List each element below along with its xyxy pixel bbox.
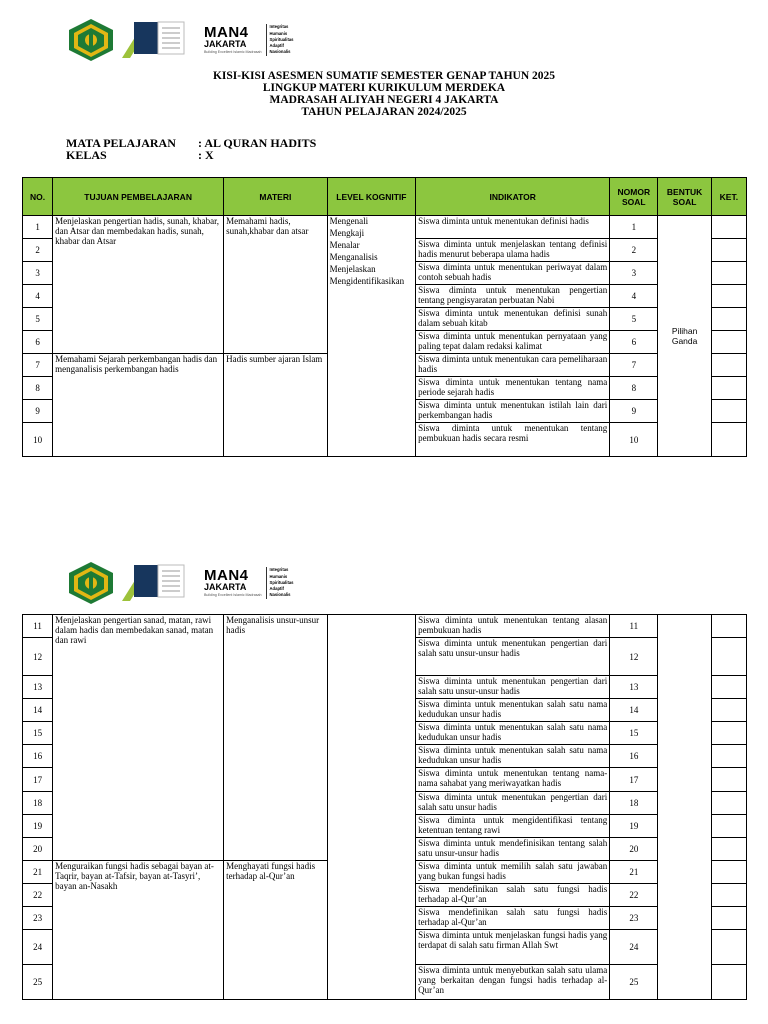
row-no: 17	[23, 768, 53, 792]
row-no: 13	[23, 676, 53, 699]
tujuan-cell: Menjelaskan pengertian hadis, sunah, khabar, dan Atsar dan membedakan hadis, sunah, khabar dan Atsar	[53, 216, 224, 354]
ket-cell	[711, 838, 746, 861]
nomor-cell: 9	[610, 400, 658, 423]
nomor-cell: 13	[610, 676, 658, 699]
ket-cell	[711, 331, 746, 354]
level-item: Mengkaji	[329, 228, 365, 238]
indikator-cell: Siswa diminta untuk menjelaskan tentang definisi hadis menurut beberapa ulama hadis	[416, 239, 610, 262]
col-header-materi: MATERI	[224, 178, 328, 216]
value-item: Adaptif	[269, 43, 284, 49]
indikator-cell: Siswa diminta untuk menentukan pengertian dari salah satu unsur-unsur hadis	[416, 676, 610, 699]
row-no: 4	[23, 285, 53, 308]
kelas-value: : X	[198, 148, 214, 162]
row-no: 15	[23, 722, 53, 745]
man4-values-list	[266, 24, 294, 55]
title-line: KISI-KISI ASESMEN SUMATIF SEMESTER GENAP TAHUN 2025	[212, 70, 556, 82]
row-no: 1	[23, 216, 53, 239]
header-logos-page-2	[66, 561, 294, 605]
row-no: 3	[23, 262, 53, 285]
row-no: 9	[23, 400, 53, 423]
indikator-cell: Siswa diminta untuk menentukan periwayat dalam contoh sebuah hadis	[416, 262, 610, 285]
bentuk-cell	[658, 615, 711, 1000]
indikator-cell: Siswa diminta untuk menentukan definisi sunah dalam sebuah kitab	[416, 308, 610, 331]
row-no: 25	[23, 965, 53, 1000]
row-no: 24	[23, 930, 53, 965]
value-item: Spiritualitas	[269, 36, 294, 42]
nomor-cell: 5	[610, 308, 658, 331]
ket-cell	[711, 638, 746, 676]
indikator-cell: Siswa diminta untuk menentukan istilah lain dari perkembangan hadis	[416, 400, 610, 423]
value-item: Humanis	[269, 30, 288, 36]
nomor-cell: 23	[610, 907, 658, 930]
tujuan-cell: Memahami Sejarah perkembangan hadis dan menganalisis perkembangan hadis	[53, 354, 224, 457]
table-header-row	[23, 178, 747, 216]
level-item: Menalar	[329, 240, 360, 250]
indikator-cell: Siswa diminta untuk menentukan pernyataan yang paling tepat dalam redaksi kalimat	[416, 331, 610, 354]
ket-cell	[711, 676, 746, 699]
materi-cell: Menghayati fungsi hadis terhadap al-Qur’an	[224, 861, 328, 1000]
row-no: 12	[23, 638, 53, 676]
level-item: Menjelaskan	[329, 264, 376, 274]
subject-info	[66, 137, 316, 161]
row-no: 11	[23, 615, 53, 638]
ket-cell	[711, 768, 746, 792]
man4-values-list	[266, 567, 294, 598]
ket-cell	[711, 216, 746, 239]
nomor-cell: 22	[610, 884, 658, 907]
table-row	[23, 216, 747, 239]
indikator-cell: Siswa diminta untuk menentukan pengertian dari salah satu unsur-unsur hadis	[416, 638, 610, 676]
nomor-cell: 16	[610, 745, 658, 768]
kemenag-logo-icon	[66, 561, 116, 605]
man4-logo-sub: JAKARTA	[204, 582, 247, 593]
book-logo-icon	[120, 561, 186, 605]
materi-cell: Menganalisis unsur-unsur hadis	[224, 615, 328, 861]
ket-cell	[711, 792, 746, 815]
document-title	[0, 70, 768, 118]
man4-logo-main: MAN4	[204, 24, 249, 42]
row-no: 14	[23, 699, 53, 722]
row-no: 21	[23, 861, 53, 884]
ket-cell	[711, 815, 746, 838]
nomor-cell: 11	[610, 615, 658, 638]
indikator-cell: Siswa diminta untuk menentukan salah satu nama kedudukan unsur hadis	[416, 722, 610, 745]
row-no: 7	[23, 354, 53, 377]
col-header-level: LEVEL KOGNITIF	[327, 178, 415, 216]
indikator-cell: Siswa diminta untuk menentukan tentang nama periode sejarah hadis	[416, 377, 610, 400]
row-no: 22	[23, 884, 53, 907]
nomor-cell: 24	[610, 930, 658, 965]
title-line: LINGKUP MATERI KURIKULUM MERDEKA	[262, 82, 506, 94]
ket-cell	[711, 907, 746, 930]
row-no: 20	[23, 838, 53, 861]
indikator-cell: Siswa diminta untuk menentukan tentang pembukuan hadis secara resmi	[416, 423, 610, 457]
ket-cell	[711, 285, 746, 308]
value-item: Humanis	[269, 573, 288, 579]
table-row	[23, 615, 747, 638]
indikator-cell: Siswa diminta untuk menentukan salah satu nama kedudukan unsur hadis	[416, 745, 610, 768]
man4-logo-sub: JAKARTA	[204, 39, 247, 50]
nomor-cell: 10	[610, 423, 658, 457]
col-header-indikator: INDIKATOR	[416, 178, 610, 216]
row-no: 2	[23, 239, 53, 262]
ket-cell	[711, 930, 746, 965]
bentuk-cell: Pilihan Ganda	[658, 216, 711, 457]
book-logo-icon	[120, 18, 186, 62]
ket-cell	[711, 884, 746, 907]
nomor-cell: 8	[610, 377, 658, 400]
nomor-cell: 3	[610, 262, 658, 285]
value-item: Nasionalis	[269, 592, 291, 598]
value-item: Spiritualitas	[269, 579, 294, 585]
indikator-cell: Siswa diminta untuk menentukan cara pemeliharaan hadis	[416, 354, 610, 377]
row-no: 18	[23, 792, 53, 815]
man4-logo-main: MAN4	[204, 567, 249, 585]
title-line: TAHUN PELAJARAN 2024/2025	[301, 106, 467, 118]
ket-cell	[711, 965, 746, 1000]
indikator-cell: Siswa diminta untuk menentukan tentang alasan pembukuan hadis	[416, 615, 610, 638]
indikator-cell: Siswa diminta untuk menentukan tentang nama-nama sahabat yang meriwayatkan hadis	[416, 768, 610, 792]
ket-cell	[711, 262, 746, 285]
nomor-cell: 20	[610, 838, 658, 861]
col-header-tujuan: TUJUAN PEMBELAJARAN	[53, 178, 224, 216]
row-no: 19	[23, 815, 53, 838]
nomor-cell: 12	[610, 638, 658, 676]
indikator-cell: Siswa diminta untuk memilih salah satu jawaban yang bukan fungsi hadis	[416, 861, 610, 884]
indikator-cell: Siswa mendefinikan salah satu fungsi hadis terhadap al-Qur’an	[416, 907, 610, 930]
nomor-cell: 19	[610, 815, 658, 838]
nomor-cell: 14	[610, 699, 658, 722]
col-header-ket: KET.	[711, 178, 746, 216]
indikator-cell: Siswa diminta untuk menjelaskan fungsi hadis yang terdapat di salah satu firman Allah Swt	[416, 930, 610, 965]
nomor-cell: 1	[610, 216, 658, 239]
ket-cell	[711, 699, 746, 722]
col-header-nomor: NOMOR SOAL	[610, 178, 658, 216]
row-no: 6	[23, 331, 53, 354]
nomor-cell: 7	[610, 354, 658, 377]
indikator-cell: Siswa diminta untuk mendefinisikan tentang salah satu unsur-unsur hadis	[416, 838, 610, 861]
ket-cell	[711, 239, 746, 262]
level-item: Menganalisis	[329, 252, 378, 262]
level-cell	[327, 216, 415, 457]
tujuan-cell: Menguraikan fungsi hadis sebagai bayan at-Taqrir, bayan at-Tafsir, bayan at-Tasyri’, bayan an-Nasakh	[53, 861, 224, 1000]
title-line: MADRASAH ALIYAH NEGERI 4 JAKARTA	[269, 94, 499, 106]
kelas-label: KELAS	[66, 148, 107, 162]
nomor-cell: 17	[610, 768, 658, 792]
indikator-cell: Siswa diminta untuk menentukan pengertian tentang pengisyaratan perbuatan Nabi	[416, 285, 610, 308]
ket-cell	[711, 400, 746, 423]
kemenag-logo-icon	[66, 18, 116, 62]
indikator-cell: Siswa mendefinikan salah satu fungsi hadis terhadap al-Qur’an	[416, 884, 610, 907]
ket-cell	[711, 722, 746, 745]
ket-cell	[711, 308, 746, 331]
kisi-kisi-table-1	[22, 177, 747, 457]
row-no: 5	[23, 308, 53, 331]
indikator-cell: Siswa diminta untuk menentukan definisi hadis	[416, 216, 610, 239]
mapel-value: : AL QURAN HADITS	[198, 136, 317, 150]
ket-cell	[711, 615, 746, 638]
nomor-cell: 21	[610, 861, 658, 884]
man4-logo	[204, 24, 294, 55]
man4-logo-tagline: Building Excellent Islamic Madrasah	[204, 593, 262, 598]
ket-cell	[711, 423, 746, 457]
mapel-label: MATA PELAJARAN	[66, 136, 176, 150]
row-no: 10	[23, 423, 53, 457]
nomor-cell: 4	[610, 285, 658, 308]
nomor-cell: 15	[610, 722, 658, 745]
header-logos	[66, 18, 294, 62]
ket-cell	[711, 354, 746, 377]
man4-logo	[204, 567, 294, 598]
col-header-no: NO.	[23, 178, 53, 216]
col-header-bentuk: BENTUK SOAL	[658, 178, 711, 216]
level-cell	[327, 615, 415, 1000]
value-item: Integritas	[269, 24, 289, 30]
value-item: Nasionalis	[269, 49, 291, 55]
kisi-kisi-table-2	[22, 614, 747, 1000]
level-item: Mengenali	[329, 216, 369, 226]
nomor-cell: 18	[610, 792, 658, 815]
ket-cell	[711, 745, 746, 768]
ket-cell	[711, 377, 746, 400]
materi-cell: Memahami hadis, sunah,khabar dan atsar	[224, 216, 328, 354]
ket-cell	[711, 861, 746, 884]
man4-logo-tagline: Building Excellent Islamic Madrasah	[204, 50, 262, 55]
tujuan-cell: Menjelaskan pengertian sanad, matan, rawi dalam hadis dan membedakan sanad, matan dan rawi	[53, 615, 224, 861]
nomor-cell: 2	[610, 239, 658, 262]
row-no: 16	[23, 745, 53, 768]
row-no: 8	[23, 377, 53, 400]
indikator-cell: Siswa diminta untuk menyebutkan salah satu ulama yang berkaitan dengan fungsi hadis terhadap al-Qur’an	[416, 965, 610, 1000]
indikator-cell: Siswa diminta untuk menentukan salah satu nama kedudukan unsur hadis	[416, 699, 610, 722]
indikator-cell: Siswa diminta untuk mengidentifikasi tentang ketentuan tentang rawi	[416, 815, 610, 838]
value-item: Integritas	[269, 567, 289, 573]
value-item: Adaptif	[269, 586, 284, 592]
row-no: 23	[23, 907, 53, 930]
nomor-cell: 6	[610, 331, 658, 354]
materi-cell: Hadis sumber ajaran Islam	[224, 354, 328, 457]
level-item: Mengidentifikasikan	[329, 276, 405, 286]
nomor-cell: 25	[610, 965, 658, 1000]
indikator-cell: Siswa diminta untuk menentukan pengertian dari salah satu unsur hadis	[416, 792, 610, 815]
